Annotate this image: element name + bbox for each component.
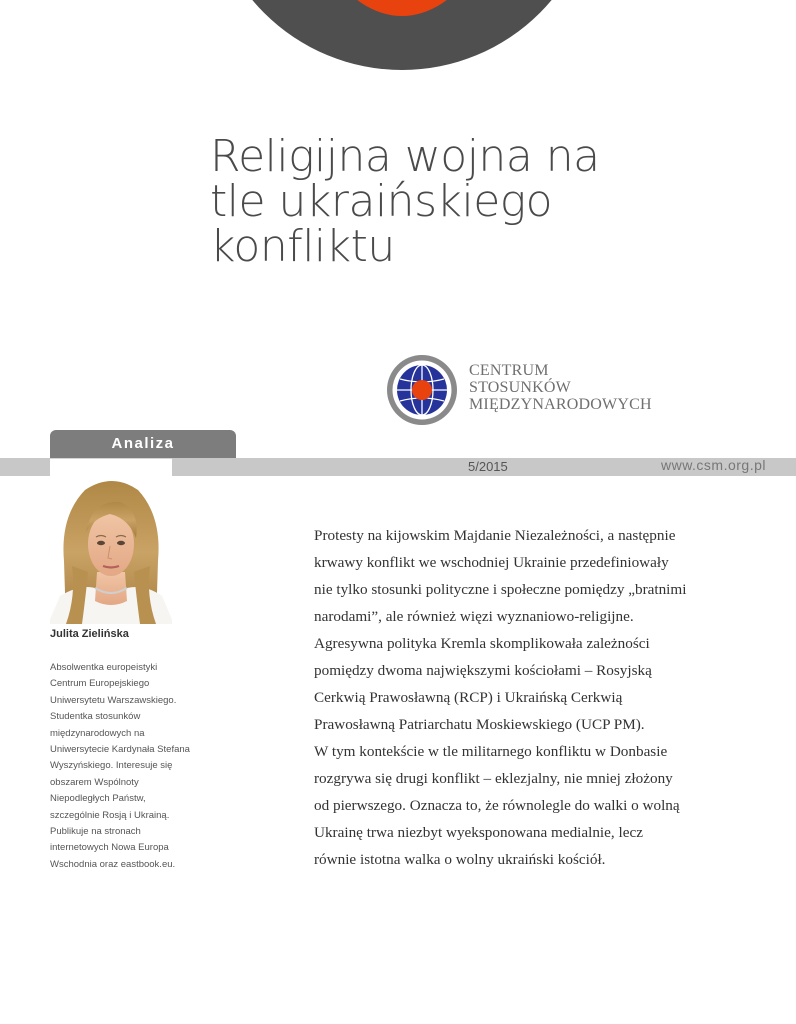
- article-line: Prawosławną Patriarchatu Moskiewskiego (UCP PM).: [314, 716, 645, 733]
- logo-line: CENTRUM: [469, 362, 549, 379]
- article-body: [314, 522, 714, 873]
- bio-line: Wyszyńskiego. Interesuje się: [50, 760, 173, 772]
- section-tab: Analiza: [50, 430, 236, 458]
- bio-line: międzynarodowych na: [50, 727, 145, 739]
- author-bio: [50, 660, 215, 873]
- bio-line: Centrum Europejskiego: [50, 678, 150, 690]
- article-line: od pierwszego. Oznacza to, że równolegle do walki o wolną: [314, 797, 680, 814]
- article-line: Cerkwią Prawosławną (RCP) i Ukraińską Cerkwią: [314, 689, 623, 706]
- article-line: Agresywna polityka Kremla skomplikowała zależności: [314, 635, 650, 652]
- bio-line: Publikuje na stronach: [50, 826, 141, 838]
- page-title: [210, 131, 690, 272]
- bio-line: Uniwersytecie Kardynała Stefana: [50, 744, 190, 756]
- bio-line: Absolwentka europeistyki: [50, 662, 158, 673]
- globe-target-icon: [384, 352, 460, 428]
- author-portrait: [50, 476, 172, 624]
- article-line: rozgrywa się drugi konflikt – eklezjalny, nie mniej złożony: [314, 770, 673, 787]
- bio-line: Studentka stosunków: [50, 711, 141, 723]
- issue-number: 5/2015: [468, 459, 508, 474]
- article-line: krwawy konflikt we wschodniej Ukrainie przedefiniowały: [314, 554, 669, 571]
- author-name: Julita Zielińska: [50, 628, 129, 640]
- article-line: pomiędzy dwoma największymi kościołami – Rosyjską: [314, 662, 652, 679]
- article-line: W tym kontekście w tle militarnego konfliktu w Donbasie: [314, 743, 668, 760]
- bio-line: Wschodnia oraz eastbook.eu.: [50, 858, 176, 870]
- header-decoration-arc: [207, 0, 597, 70]
- logo-line: STOSUNKÓW: [469, 379, 571, 396]
- bio-line: szczególnie Rosją i Ukrainą.: [50, 809, 170, 821]
- website-link[interactable]: www.csm.org.pl: [660, 457, 766, 473]
- title-line: konfliktu: [210, 221, 395, 272]
- header-decoration-accent: [297, 0, 507, 16]
- article-line: narodami”, ale również więzi wyznaniowo-religijne.: [314, 608, 634, 625]
- article-line: Protesty na kijowskim Majdanie Niezależności, a następnie: [314, 527, 676, 544]
- article-line: nie tylko stosunki polityczne i społeczne pomiędzy „bratnimi: [314, 581, 687, 598]
- title-line: tle ukraińskiego: [210, 176, 553, 227]
- article-line: równie istotna walka o wolny ukraiński kościół.: [314, 851, 606, 868]
- bio-line: Niepodległych Państw,: [50, 793, 146, 805]
- author-photo: [50, 476, 172, 624]
- logo-wordmark: [469, 362, 652, 413]
- bio-line: obszarem Wspólnoty: [50, 776, 139, 788]
- bio-line: Uniwersytetu Warszawskiego.: [50, 694, 177, 706]
- bio-line: internetowych Nowa Europa: [50, 842, 169, 854]
- article-line: Ukrainę trwa niezbyt wyeksponowana medialnie, lecz: [314, 824, 643, 841]
- csm-logo: [384, 352, 652, 428]
- logo-line: MIĘDZYNARODOWYCH: [469, 396, 652, 413]
- title-line: Religijna wojna na: [210, 131, 600, 182]
- photo-frame-top: [50, 458, 172, 476]
